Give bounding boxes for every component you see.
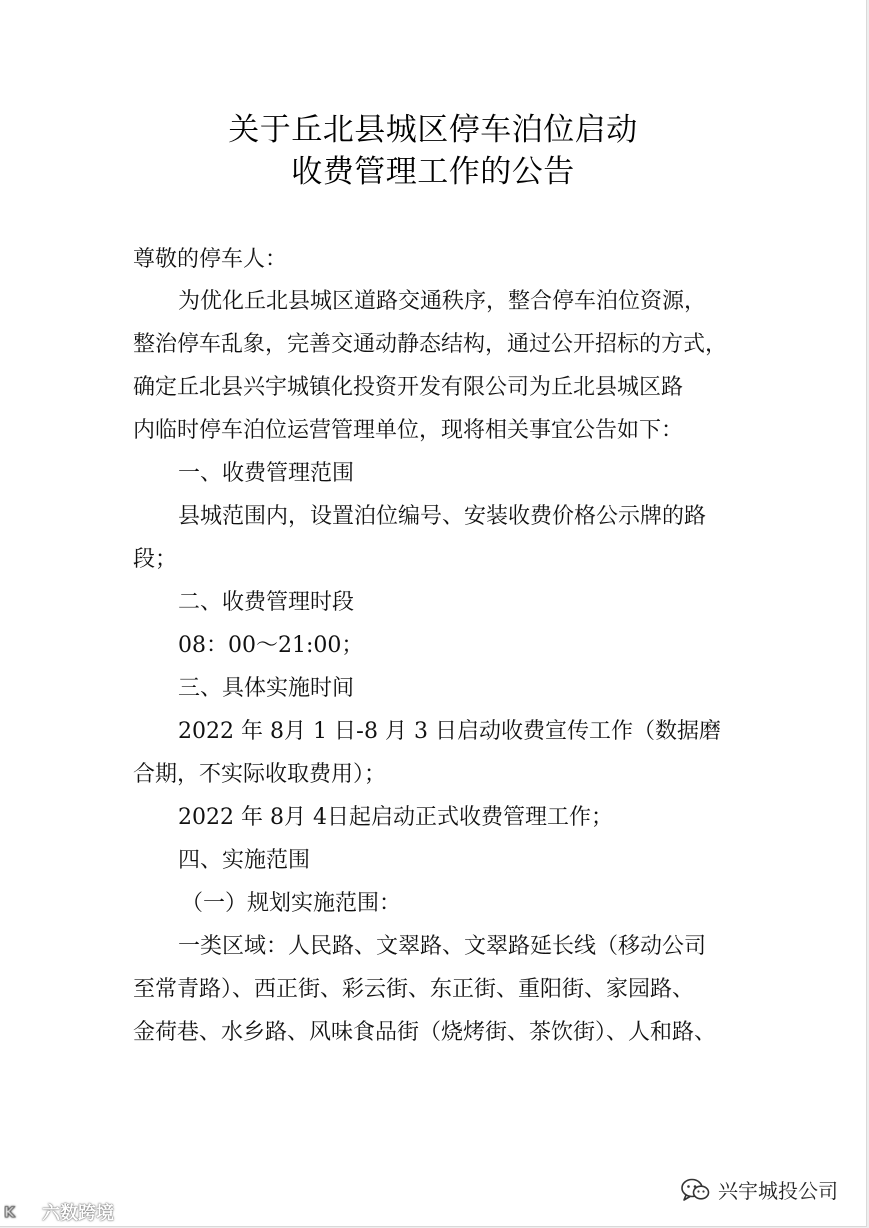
account-footer — [680, 1175, 838, 1204]
date-text: 月 — [284, 805, 307, 830]
date-text: 月 — [384, 719, 407, 744]
section-4-body-line-2: 至常青路）、西正街、彩云街、东正街、重阳街、家园路、 — [133, 977, 695, 1002]
section-3-item-2 — [178, 803, 613, 833]
date-month: 8 — [270, 805, 285, 830]
intro-line-4: 内临时停车泊位运营管理单位，现将相关事宜公告如下： — [133, 418, 684, 443]
section-4-heading: 四、实施范围 — [178, 848, 311, 873]
date-day: 1 — [313, 719, 328, 744]
section-4-body-line-1: 一类区域：人民路、文翠路、文翠路延长线（移动公司 — [178, 934, 707, 959]
salutation: 尊敬的停车人： — [133, 247, 288, 272]
date-year: 2022 — [178, 805, 234, 830]
date-text: 年 — [241, 805, 264, 830]
date-text: 日起启动正式收费管理工作； — [327, 805, 614, 830]
section-3-item-1-continued: 合期，不实际收取费用）； — [133, 762, 387, 787]
document-title-line-1: 关于丘北县城区停车泊位启动 — [228, 112, 638, 148]
section-4-subheading: （一）规划实施范围： — [181, 891, 402, 916]
svg-text:K: K — [4, 1205, 15, 1221]
wechat-icon — [680, 1177, 710, 1203]
section-3-heading: 三、具体实施时间 — [178, 676, 355, 701]
date-text: 年 — [241, 719, 264, 744]
section-3-item-1 — [178, 717, 721, 747]
account-name: 兴宇城投公司 — [718, 1179, 838, 1203]
watermark — [4, 1199, 114, 1225]
watermark-text: 六数跨境 — [42, 1203, 114, 1224]
section-1-body-line-2: 段； — [133, 547, 178, 572]
document-title-line-2: 收费管理工作的公告 — [291, 154, 575, 190]
date-year: 2022 — [178, 719, 234, 744]
date-month: 8 — [363, 719, 378, 744]
section-2-body: 08：00～21:00； — [178, 633, 364, 658]
date-month: 8 — [270, 719, 285, 744]
intro-line-3: 确定丘北县兴宇城镇化投资开发有限公司为丘北县城区路 — [133, 375, 684, 400]
date-text: 日- — [334, 719, 364, 744]
date-text: 月 — [284, 719, 307, 744]
date-day: 4 — [313, 805, 328, 830]
section-1-body-line-1: 县城范围内，设置泊位编号、安装收费价格公示牌的路 — [178, 504, 707, 529]
date-text: 日启动收费宣传工作（数据磨 — [435, 719, 722, 744]
date-day: 3 — [414, 719, 428, 744]
section-4-body-line-3: 金荷巷、水乡路、风味食品街（烧烤街、茶饮街）、人和路、 — [133, 1020, 717, 1045]
intro-line-1: 为优化丘北县城区道路交通秩序，整合停车泊位资源， — [178, 289, 707, 314]
section-1-heading: 一、收费管理范围 — [178, 461, 355, 486]
watermark-logo-icon — [4, 1202, 38, 1222]
intro-line-2: 整治停车乱象，完善交通动静态结构，通过公开招标的方式， — [133, 332, 728, 357]
section-2-heading: 二、收费管理时段 — [178, 590, 355, 615]
